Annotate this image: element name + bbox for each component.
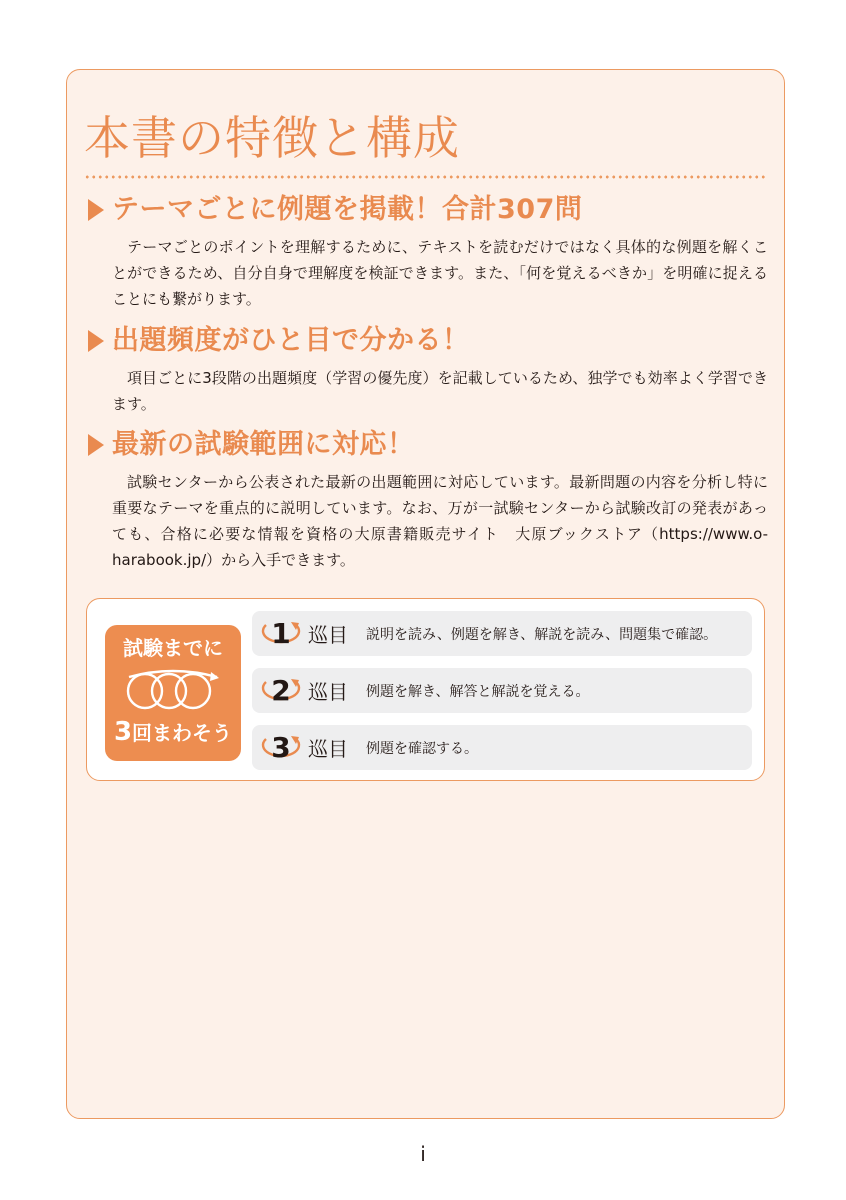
three-rounds-badge	[105, 625, 241, 761]
round-label: 巡目	[308, 623, 348, 647]
section-title: 最新の試験範囲に対応！	[112, 429, 415, 460]
triangle-bullet-icon	[88, 199, 104, 221]
round-label: 巡目	[308, 680, 348, 704]
section-body: テーマごとのポイントを理解するために、テキストを読むだけではなく具体的な例題を解くことができるため、自分自身で理解度を検証できます。また、「何を覚えるべきか」を明確に捉えることにも繋がります。	[112, 238, 768, 308]
feature-section-1	[88, 192, 768, 312]
round-row-2	[252, 668, 752, 713]
round-description: 例題を解き、解答と解説を覚える。	[366, 683, 590, 700]
round-number	[256, 611, 306, 656]
section-heading	[88, 323, 768, 359]
round-number-text: 1	[271, 617, 291, 650]
triangle-bullet-icon	[88, 434, 104, 456]
feature-section-3	[88, 427, 768, 573]
badge-bottom-text	[105, 717, 241, 748]
section-title: 出題頻度がひと目で分かる！	[112, 325, 470, 356]
round-label: 巡目	[308, 737, 348, 761]
feature-section-2	[88, 323, 768, 417]
round-number-text: 3	[271, 731, 291, 764]
round-number-text: 2	[271, 674, 291, 707]
round-description: 説明を読み、例題を解き、解説を読み、問題集で確認。	[366, 626, 718, 643]
round-row-1	[252, 611, 752, 656]
round-number	[256, 668, 306, 713]
page-number: i	[420, 1142, 426, 1166]
section-title: テーマごとに例題を掲載！合計307問	[112, 194, 583, 225]
section-heading	[88, 427, 768, 463]
round-number	[256, 725, 306, 770]
section-body: 試験センターから公表された最新の出題範囲に対応しています。最新問題の内容を分析し特に重要なテーマを重点的に説明しています。なお、万が一試験センターから試験改訂の発表があっても、合格に必要な情報を資格の大原書籍販売サイト 大原ブックストア（https://www.o-harabook.jp/）から入手できます。	[112, 473, 768, 569]
section-body: 項目ごとに3段階の出題頻度（学習の優先度）を記載しているため、独学でも効率よく学習できます。	[112, 369, 768, 413]
badge-top-text: 試験までに	[123, 636, 223, 660]
loop-arrows-icon	[121, 667, 225, 711]
page-title: 本書の特徴と構成	[84, 111, 460, 165]
round-row-3	[252, 725, 752, 770]
badge-bottom-label: 回まわそう	[132, 721, 233, 745]
triangle-bullet-icon	[88, 330, 104, 352]
badge-number: 3	[113, 717, 133, 747]
section-heading	[88, 192, 768, 228]
dotted-divider	[84, 175, 768, 179]
round-description: 例題を確認する。	[366, 740, 478, 757]
